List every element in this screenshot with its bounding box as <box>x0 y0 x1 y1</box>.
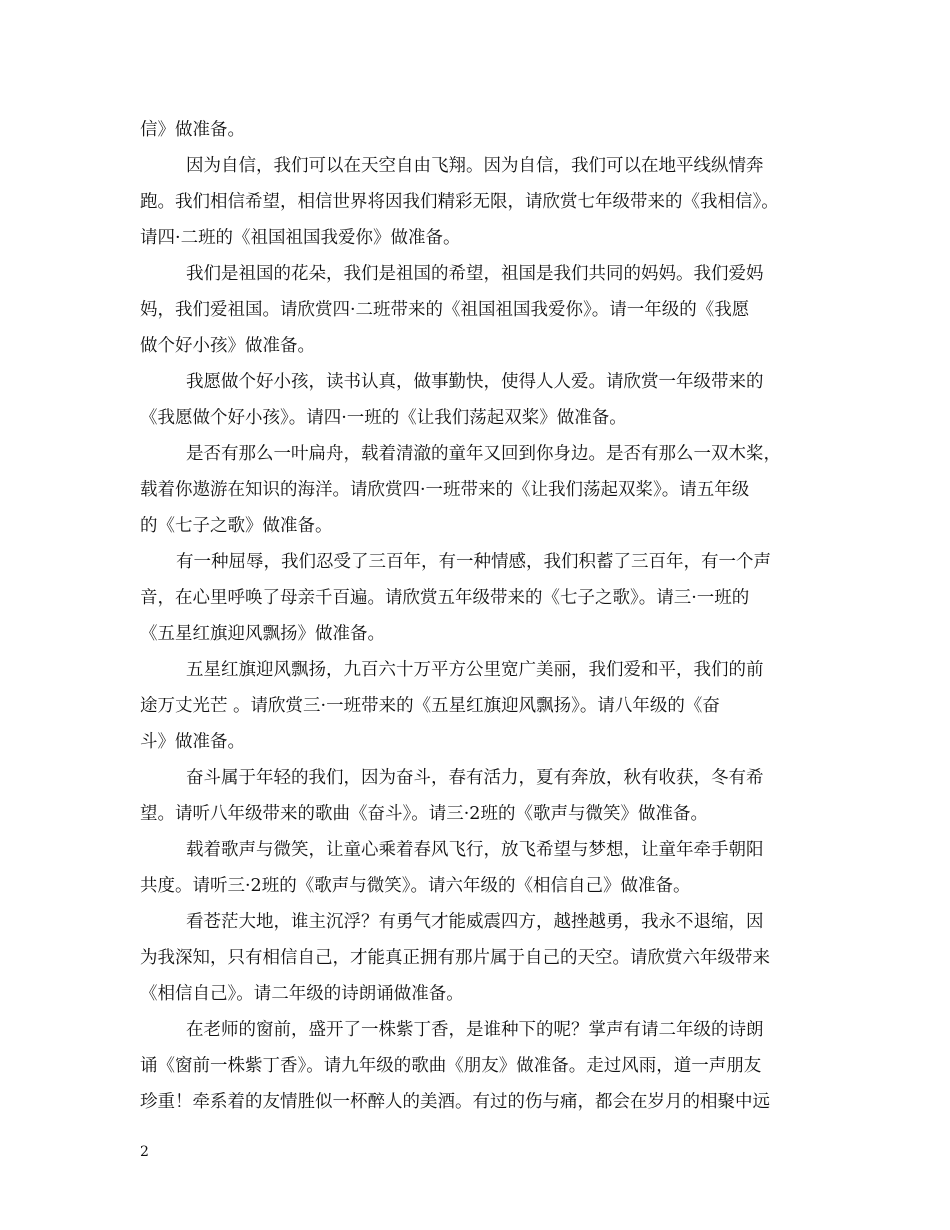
text-line: 诵《窗前一株紫丁香》。请九年级的歌曲《朋友》做准备。走过风雨，道一声朋友 <box>140 1056 762 1076</box>
text-line: 有一种屈辱，我们忍受了三百年，有一种情感，我们积蓄了三百年，有一个声 <box>176 552 771 572</box>
text-line: 看苍茫大地，谁主沉浮？有勇气才能威震四方，越挫越勇，我永不退缩，因 <box>186 912 764 932</box>
text-line: 斗》做准备。 <box>140 732 245 752</box>
text-line: 我愿做个好小孩，读书认真，做事勤快，使得人人爱。请欣赏一年级带来的 <box>186 372 764 392</box>
text-line: 请四·二班的《祖国祖国我爱你》做准备。 <box>140 228 461 248</box>
text-line: 共度。请听三·2班的《歌声与微笑》。请六年级的《相信自己》做准备。 <box>140 876 691 896</box>
text-line: 望。请听八年级带来的歌曲《奋斗》。请三·2班的《歌声与微笑》做准备。 <box>140 804 708 824</box>
text-line: 珍重！牵系着的友情胜似一杯醉人的美酒。有过的伤与痛，都会在岁月的相聚中远 <box>140 1092 770 1112</box>
text-line: 《我愿做个好小孩》。请四·一班的《让我们荡起双桨》做准备。 <box>140 408 627 428</box>
text-line: 在老师的窗前，盛开了一株紫丁香，是谁种下的呢？掌声有请二年级的诗朗 <box>186 1020 764 1040</box>
text-line: 奋斗属于年轻的我们，因为奋斗，春有活力，夏有奔放，秋有收获，冬有希 <box>186 768 764 788</box>
paragraph <box>140 112 816 1120</box>
text-line: 途万丈光芒 。请欣赏三·一班带来的《五星红旗迎风飘扬》。请八年级的《奋 <box>140 696 720 716</box>
text-line: 做个好小孩》做准备。 <box>140 336 315 356</box>
text-line: 是否有那么一叶扁舟，载着清澈的童年又回到你身边。是否有那么一双木桨， <box>186 444 781 464</box>
text-line: 我们是祖国的花朵，我们是祖国的希望，祖国是我们共同的妈妈。我们爱妈 <box>186 264 764 284</box>
text-line: 为我深知，只有相信自己，才能真正拥有那片属于自己的天空。请欣赏六年级带来 <box>140 948 770 968</box>
text-line: 《五星红旗迎风飘扬》做准备。 <box>140 624 385 644</box>
text-line: 跑。我们相信希望，相信世界将因我们精彩无限，请欣赏七年级带来的《我相信》。 <box>140 192 779 212</box>
text-line: 载着你遨游在知识的海洋。请欣赏四·一班带来的《让我们荡起双桨》。请五年级 <box>140 480 750 500</box>
text-line: 《相信自己》。请二年级的诗朗诵做准备。 <box>140 984 464 1004</box>
page-number: 2 <box>140 1144 149 1160</box>
text-line: 的《七子之歌》做准备。 <box>140 516 333 536</box>
text-line: 信》做准备。 <box>140 120 245 140</box>
text-line: 因为自信，我们可以在天空自由飞翔。因为自信，我们可以在地平线纵情奔 <box>186 156 764 176</box>
text-line: 载着歌声与微笑，让童心乘着春风飞行，放飞希望与梦想，让童年牵手朝阳 <box>186 840 764 860</box>
document-body <box>140 112 816 1120</box>
text-line: 音，在心里呼唤了母亲千百遍。请欣赏五年级带来的《七子之歌》。请三·一班的 <box>140 588 750 608</box>
text-line: 五星红旗迎风飘扬，九百六十万平方公里宽广美丽，我们爱和平，我们的前 <box>186 660 764 680</box>
text-line: 妈，我们爱祖国。请欣赏四·二班带来的《祖国祖国我爱你》。请一年级的《我愿 <box>140 300 750 320</box>
